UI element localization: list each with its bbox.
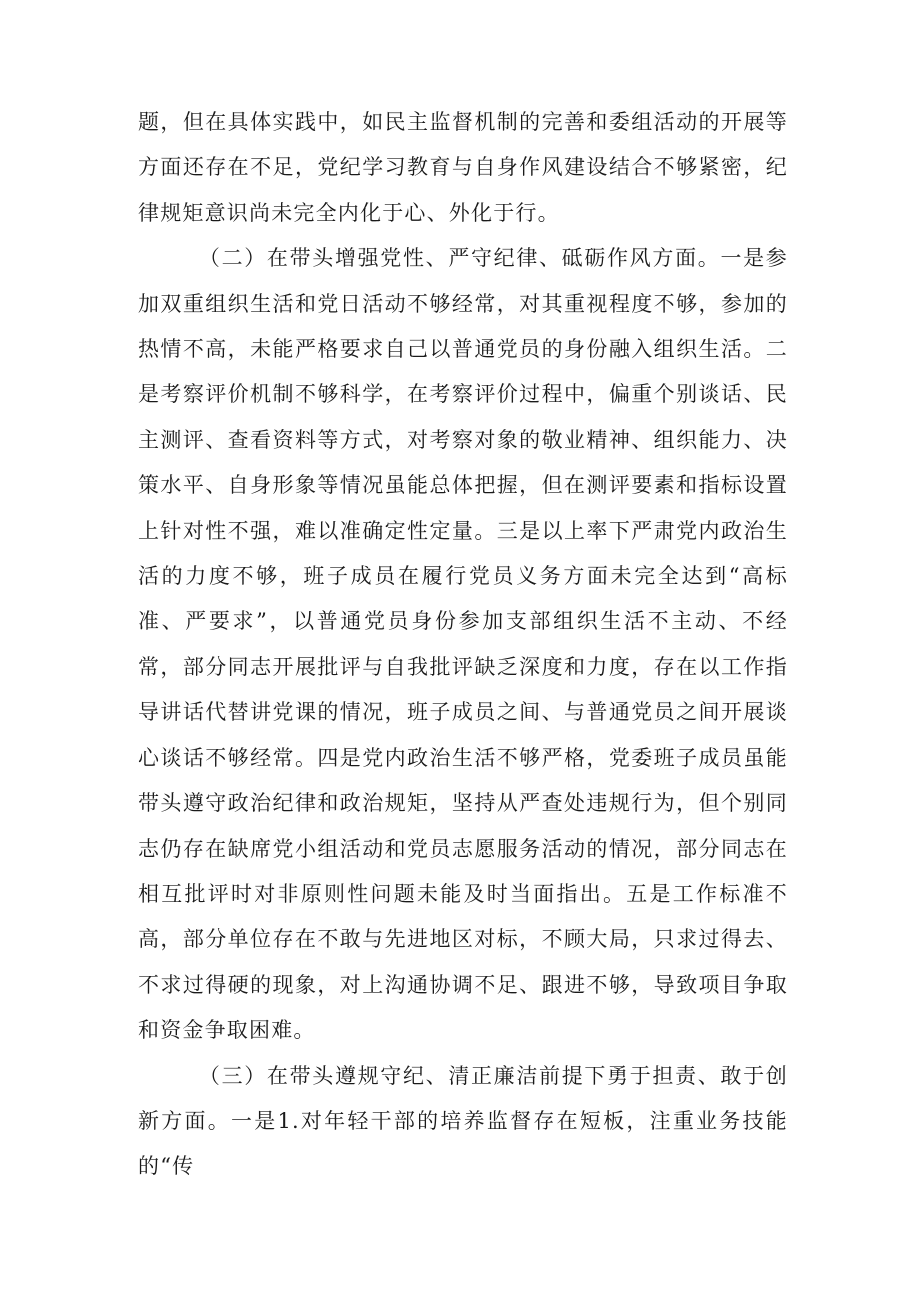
paragraph-section-three: （三）在带头遵规守纪、清正廉洁前提下勇于担责、敢于创新方面。一是1.对年轻干部的培养监督存在短板，注重业务技能的“传 xyxy=(138,1063,788,1179)
document-body xyxy=(138,100,788,1190)
paragraph-section-two: （二）在带头增强党性、严守纪律、砥砺作风方面。一是参加双重组织生活和党日活动不够经常，对其重视程度不够，参加的热情不高，未能严格要求自己以普通党员的身份融入组织生活。二是考察评价机制不够科学，在考察评价过程中，偏重个别谈话、民主测评、查看资料等方式，对考察对象的敬业精神、组织能力、决策水平、自身形象等情况虽能总体把握，但在测评要素和指标设置上针对性不强，难以准确定性定量。三是以上率下严肃党内政治生活的力度不够，班子成员在履行党员义务方面未完全达到“高标准、严要求”，以普通党员身份参加支部组织生活不主动、不经常，部分同志开展批评与自我批评缺乏深度和力度，存在以工作指导讲话代替讲党课的情况，班子成员之间、与普通党员之间开展谈心谈话不够经常。四是党内政治生活不够严格，党委班子成员虽能带头遵守政治纪律和政治规矩，坚持从严查处违规行为，但个别同志仍存在缺席党小组活动和党员志愿服务活动的情况，部分同志在相互批评时对非原则性问题未能及时当面指出。五是工作标准不高，部分单位存在不敢与先进地区对标，不顾大局，只求过得去、不求过得硬的现象，对上沟通协调不足、跟进不够，导致项目争取和资金争取困难。 xyxy=(138,246,788,1043)
paragraph-continuation: 题，但在具体实践中，如民主监督机制的完善和委组活动的开展等方面还存在不足，党纪学习教育与自身作风建设结合不够紧密，纪律规矩意识尚未完全内化于心、外化于行。 xyxy=(138,110,788,225)
